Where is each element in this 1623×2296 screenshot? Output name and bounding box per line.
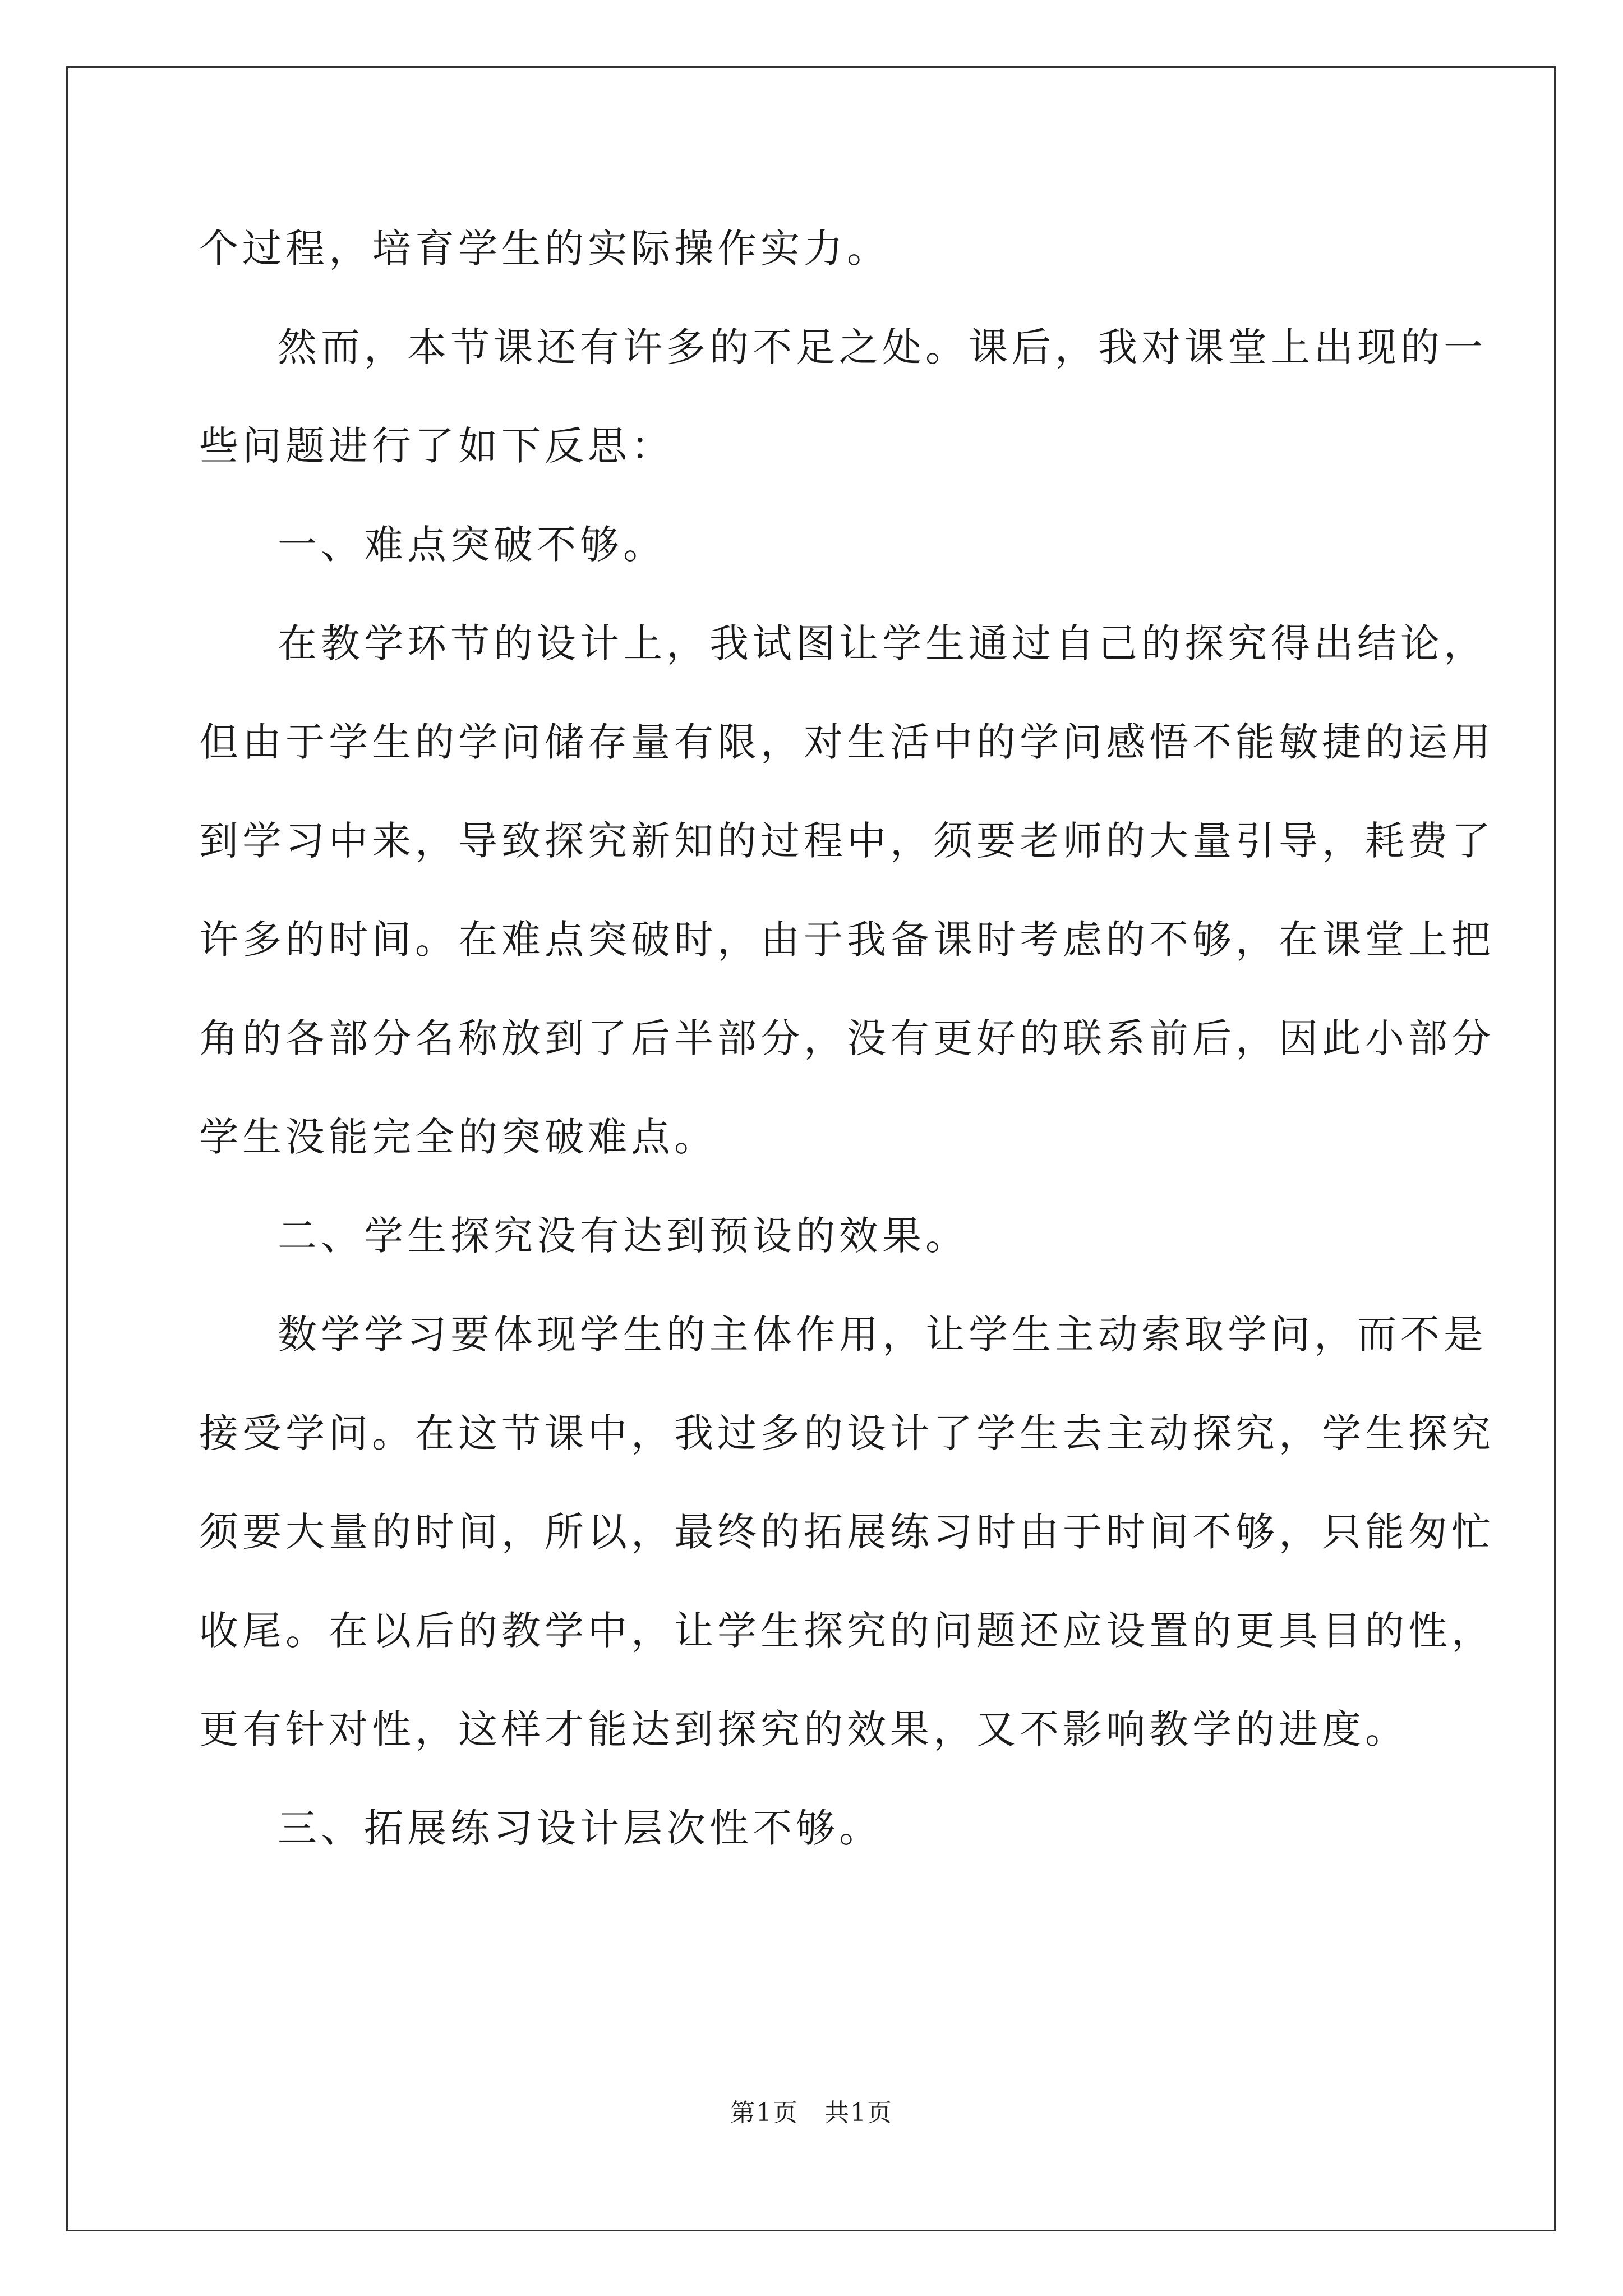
line-text: 接受学问。在这节课中，我过多的设计了学生去主动探究，学生探究 — [199, 1410, 1495, 1456]
text-line — [199, 199, 1427, 298]
line-text: 更有针对性，这样才能达到探究的效果，又不影响教学的进度。 — [199, 1706, 1408, 1752]
text-line — [199, 890, 1495, 989]
line-text: 到学习中来，导致探究新知的过程中，须要老师的大量引导，耗费了 — [199, 818, 1495, 864]
text-line — [199, 1581, 1495, 1680]
line-text: 许多的时间。在难点突破时，由于我备课时考虑的不够，在课堂上把 — [199, 917, 1495, 963]
text-line — [199, 1483, 1495, 1581]
text-line — [199, 298, 1487, 397]
text-line — [199, 1186, 1427, 1285]
line-text: 二、学生探究没有达到预设的效果。 — [278, 1213, 969, 1259]
line-text: 在教学环节的设计上，我试图让学生通过自己的探究得出结论， — [278, 620, 1487, 666]
line-text: 三、拓展练习设计层次性不够。 — [278, 1805, 882, 1851]
line-text: 个过程，培育学生的实际操作实力。 — [199, 226, 890, 272]
text-line — [199, 397, 1427, 495]
text-line — [199, 1384, 1495, 1483]
text-line — [199, 792, 1495, 890]
text-line — [199, 1088, 1427, 1186]
page-footer: 第1页 共1页 — [730, 2099, 893, 2127]
text-line — [199, 1680, 1427, 1779]
text-line — [199, 1779, 1427, 1878]
text-line — [199, 1285, 1487, 1384]
line-text: 数学学习要体现学生的主体作用，让学生主动索取学问，而不是 — [278, 1312, 1487, 1358]
text-line — [199, 594, 1487, 693]
document-body — [199, 199, 1495, 1878]
text-line — [199, 693, 1495, 792]
text-line — [199, 495, 1427, 594]
line-text: 但由于学生的学问储存量有限，对生活中的学问感悟不能敏捷的运用 — [199, 719, 1495, 765]
line-text: 些问题进行了如下反思： — [199, 423, 674, 469]
line-text: 然而，本节课还有许多的不足之处。课后，我对课堂上出现的一 — [278, 324, 1487, 370]
line-text: 一、难点突破不够。 — [278, 522, 666, 568]
text-line — [199, 989, 1495, 1088]
line-text: 学生没能完全的突破难点。 — [199, 1114, 717, 1160]
line-text: 收尾。在以后的教学中，让学生探究的问题还应设置的更具目的性， — [199, 1608, 1495, 1654]
line-text: 须要大量的时间，所以，最终的拓展练习时由于时间不够，只能匆忙 — [199, 1509, 1495, 1555]
line-text: 角的各部分名称放到了后半部分，没有更好的联系前后，因此小部分 — [199, 1015, 1495, 1061]
